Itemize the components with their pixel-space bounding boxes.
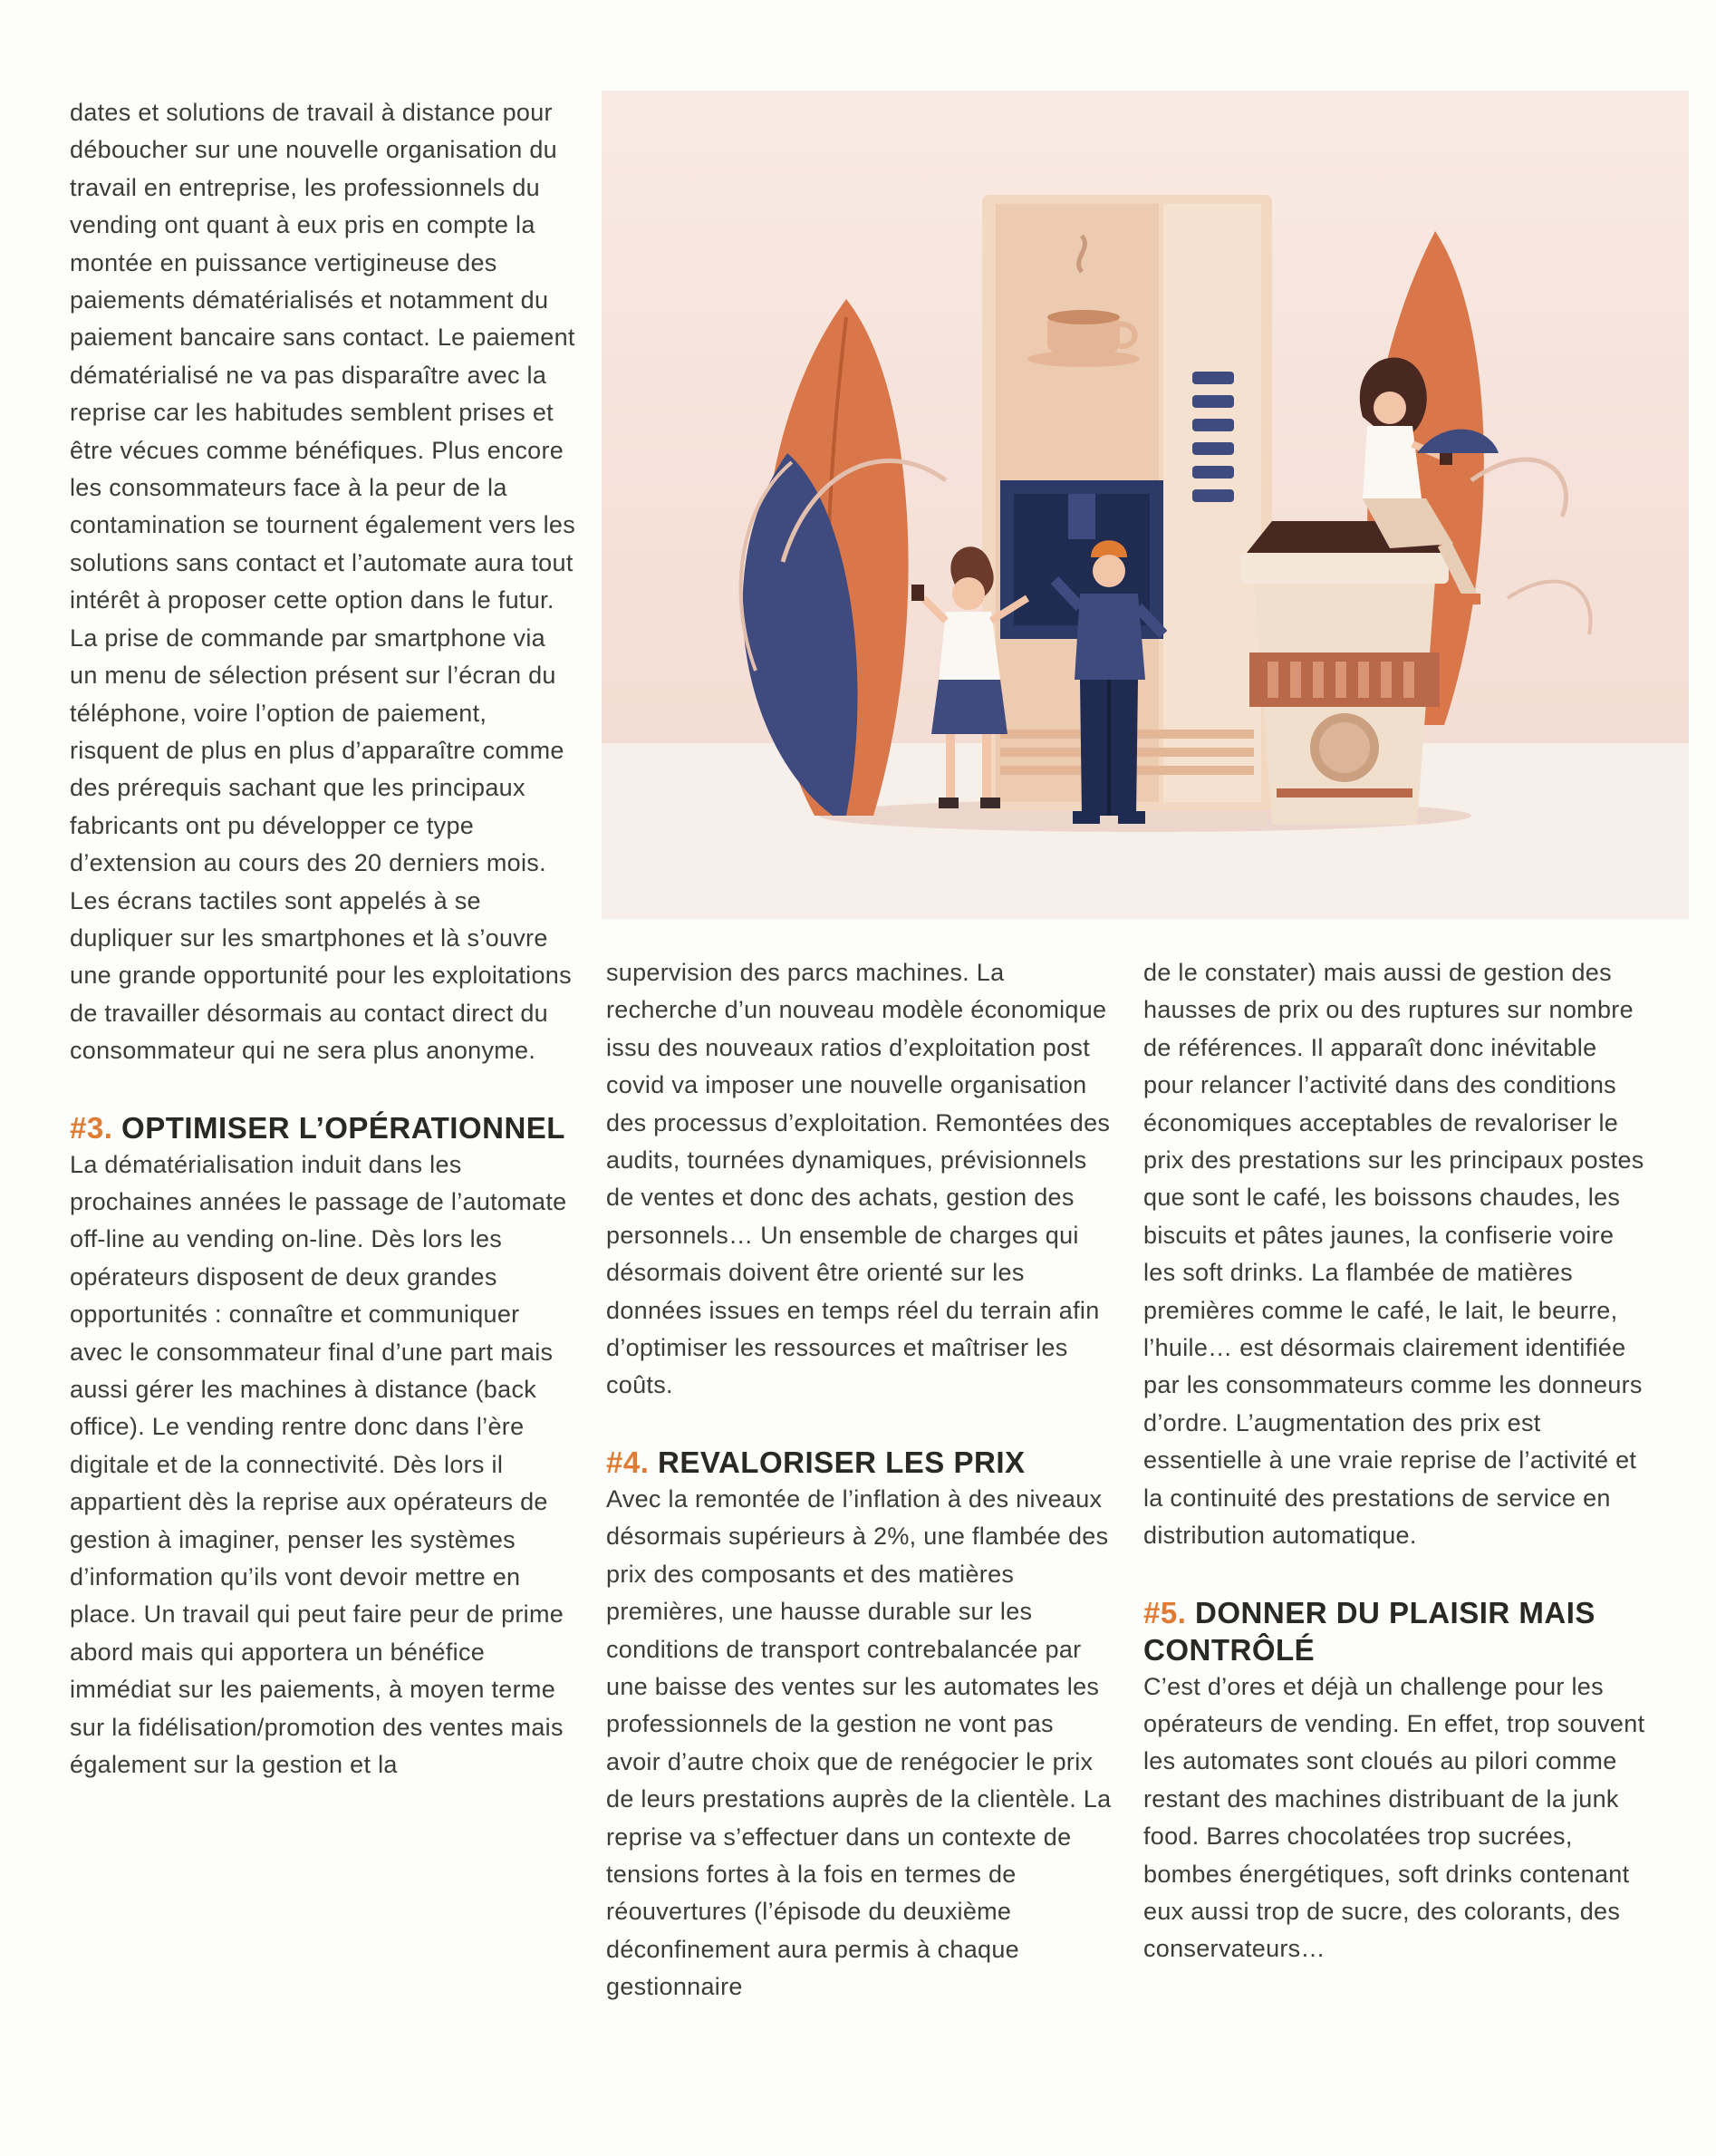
section-4-heading — [606, 1444, 1113, 1481]
section-4-number: #4. — [606, 1445, 650, 1479]
vending-illustration — [602, 91, 1689, 919]
column-1 — [70, 94, 577, 1784]
section-3-title: OPTIMISER L’OPÉRATIONNEL — [121, 1110, 565, 1145]
section-4-title: REVALORISER LES PRIX — [658, 1445, 1026, 1479]
section-5-title: DONNER DU PLAISIR MAIS CONTRÔLÉ — [1143, 1595, 1595, 1667]
section-5-number: #5. — [1143, 1595, 1187, 1629]
section-5-paragraph: C’est d’ores et déjà un challenge pour les opérateurs de vending. En effet, trop souvent les automates sont cloués au pilori comme restant des machines distribuant de la junk food. Barres chocolatées trop sucrées, bombes énergétiques, soft drinks contenant eux aussi trop de sucre, des colorants, des conservateurs… — [1143, 1672, 1645, 1963]
section-4-paragraph-continued: de le constater) mais aussi de gestion des hausses de prix ou des ruptures sur nombre de références. Il apparaît donc inévitable pour relancer l’activité dans des conditions économiques acceptables de revaloriser le prix des prestations sur les principaux postes que sont le café, les boissons chaudes, les biscuits et pâtes jaunes, la confiserie voire les soft drinks. La flambée de matières premières comme le café, le lait, le beurre, l’huile… est désormais clairement identifiée par les consommateurs comme les donneurs d’ordre. L’augmentation des prix est essentielle à une vraie reprise de l’activité et la continuité des prestations de service en distribution automatique. — [1143, 959, 1644, 1550]
section-3-number: #3. — [70, 1110, 113, 1145]
section-4-paragraph: Avec la remontée de l’inflation à des niveaux désormais supérieurs à 2%, une flambée des prix des composants et des matières premières, une hausse durable sur les conditions de transport contrebalancée par une baisse des ventes sur les automates les professionnels de la gestion ne vont pas avoir d’autre choix que de renégocier le prix de leurs prestations auprès de la clientèle. La reprise va s’effectuer dans un contexte de tensions fortes à la fois en termes de réouvertures (l’épisode du deuxième déconfinement aura permis à chaque gestionnaire — [606, 1484, 1112, 2001]
column-2 — [606, 954, 1113, 2006]
section-5-heading — [1143, 1594, 1651, 1668]
takeaway-cup — [1240, 521, 1449, 825]
section-3-paragraph: La dématérialisation induit dans les prochaines années le passage de l’automate off-line au vending on-line. Dès lors les opérateurs disposent de deux grandes opportunités : connaître et communiquer avec le consommateur final d’une part mais aussi gérer les machines à distance (back office). Le vending rentre donc dans l’ère digitale et de la connectivité. Dès lors il appartient dès la reprise aux opérateurs de gestion à imaginer, penser les systèmes d’information qu’ils vont devoir mettre en place. Un travail qui peut faire peur de prime abord mais qui apportera un bénéfice immédiat sur les paiements, à moyen terme sur la fidélisation/promotion des ventes mais également sur la gestion et la — [70, 1150, 567, 1779]
section-3-paragraph-continued: supervision des parcs machines. La recherche d’un nouveau modèle économique issu des nouveaux ratios d’exploitation post covid va imposer une nouvelle organisation des processus d’exploitation. Remontées des audits, tournées dynamiques, prévisionnels de ventes et donc des achats, gestion des personnels… Un ensemble de charges qui désormais doivent être orienté sur les données issues en temps réel du terrain afin d’optimiser les ressources et maîtriser les coûts. — [606, 959, 1111, 1399]
intro-paragraph: dates et solutions de travail à distance pour déboucher sur une nouvelle organisation du travail en entreprise, les professionnels du vending ont quant à eux pris en compte la montée en puissance vertigineuse des paiements dématérialisés et notamment du paiement bancaire sans contact. Le paiement dématérialisé ne va pas disparaître avec la reprise car les habitudes semblent prises et être vécues comme bénéfiques. Plus encore les consommateurs face à la peur de la contamination se tournent également vers les solutions sans contact et l’automate aura tout intérêt à proposer cette option dans le futur. La prise de commande par smartphone via un menu de sélection présent sur l’écran du téléphone, voire l’option de paiement, risquent de plus en plus d’apparaître comme des prérequis sachant que les principaux fabricants ont pu développer ce type d’extension au cours des 20 derniers mois. Les écrans tactiles sont appelés à se dupliquer sur les smartphones et là s’ouvre une grande opportunité pour les exploitations de travailler désormais au contact direct du consommateur qui ne sera plus anonyme. — [70, 99, 576, 1065]
section-3-heading — [70, 1109, 577, 1146]
column-3 — [1143, 954, 1651, 1968]
